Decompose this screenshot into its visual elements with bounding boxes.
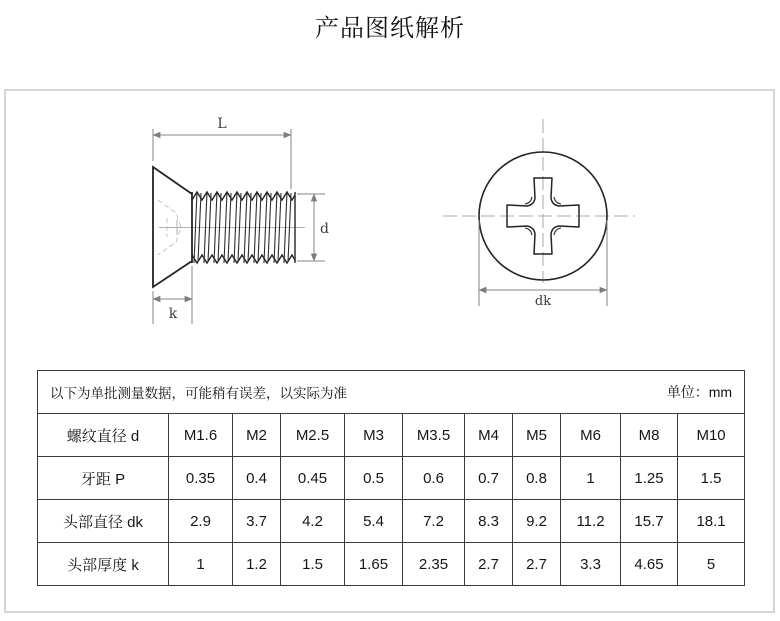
spec-cell: M5 — [513, 414, 561, 457]
spec-cell: M10 — [678, 414, 745, 457]
spec-cell: M2 — [233, 414, 281, 457]
spec-cell: M8 — [621, 414, 678, 457]
spec-row-head-diameter — [38, 500, 745, 543]
spec-cell: M3.5 — [403, 414, 465, 457]
spec-cell: 1.2 — [233, 543, 281, 586]
spec-row-pitch — [38, 457, 745, 500]
spec-cell: M3 — [345, 414, 403, 457]
spec-cell: M4 — [465, 414, 513, 457]
spec-cell: 4.65 — [621, 543, 678, 586]
dim-label-thread-diameter: d — [320, 221, 329, 237]
spec-row-thread-diameter — [38, 414, 745, 457]
spec-cell: 0.6 — [403, 457, 465, 500]
spec-cell: 18.1 — [678, 500, 745, 543]
dim-label-length: L — [217, 116, 227, 132]
spec-cell: M2.5 — [281, 414, 345, 457]
spec-cell: 5 — [678, 543, 745, 586]
technical-drawing — [6, 91, 773, 353]
content-panel — [4, 89, 775, 613]
row-label: 头部厚度 k — [38, 543, 169, 586]
row-label: 头部直径 dk — [38, 500, 169, 543]
row-label: 螺纹直径 d — [38, 414, 169, 457]
spec-cell: 1 — [561, 457, 621, 500]
spec-cell: 9.2 — [513, 500, 561, 543]
spec-cell: 0.35 — [169, 457, 233, 500]
thread-bottom-edge — [192, 255, 295, 263]
spec-cell: 11.2 — [561, 500, 621, 543]
spec-table — [37, 370, 745, 586]
dim-label-head-thickness: k — [168, 306, 178, 322]
spec-cell: 1 — [169, 543, 233, 586]
spec-cell: 0.4 — [233, 457, 281, 500]
spec-cell: 5.4 — [345, 500, 403, 543]
spec-cell: 8.3 — [465, 500, 513, 543]
spec-cell: 7.2 — [403, 500, 465, 543]
table-note: 以下为单批测量数据，可能稍有误差，以实际为准 — [50, 386, 347, 401]
dim-label-head-diameter: dk — [534, 294, 552, 309]
spec-cell: 1.5 — [678, 457, 745, 500]
spec-cell: 1.5 — [281, 543, 345, 586]
spec-row-head-thickness — [38, 543, 745, 586]
spec-cell: 1.25 — [621, 457, 678, 500]
spec-cell: 15.7 — [621, 500, 678, 543]
page-title: 产品图纸解析 — [315, 15, 465, 42]
dimension-length — [153, 129, 291, 189]
top-view — [443, 119, 635, 309]
spec-cell: 2.7 — [465, 543, 513, 586]
side-view — [153, 116, 329, 324]
spec-cell: 4.2 — [281, 500, 345, 543]
row-label: 牙距 P — [38, 457, 169, 500]
table-unit: 单位：mm — [666, 384, 733, 400]
spec-cell: M1.6 — [169, 414, 233, 457]
note-row — [38, 371, 745, 414]
spec-cell: 0.8 — [513, 457, 561, 500]
spec-cell: 2.7 — [513, 543, 561, 586]
spec-cell: 0.5 — [345, 457, 403, 500]
spec-cell: 1.65 — [345, 543, 403, 586]
spec-cell: 3.3 — [561, 543, 621, 586]
spec-cell: 2.9 — [169, 500, 233, 543]
spec-cell: 0.7 — [465, 457, 513, 500]
spec-cell: 3.7 — [233, 500, 281, 543]
spec-cell: 0.45 — [281, 457, 345, 500]
spec-cell: 2.35 — [403, 543, 465, 586]
spec-cell: M6 — [561, 414, 621, 457]
